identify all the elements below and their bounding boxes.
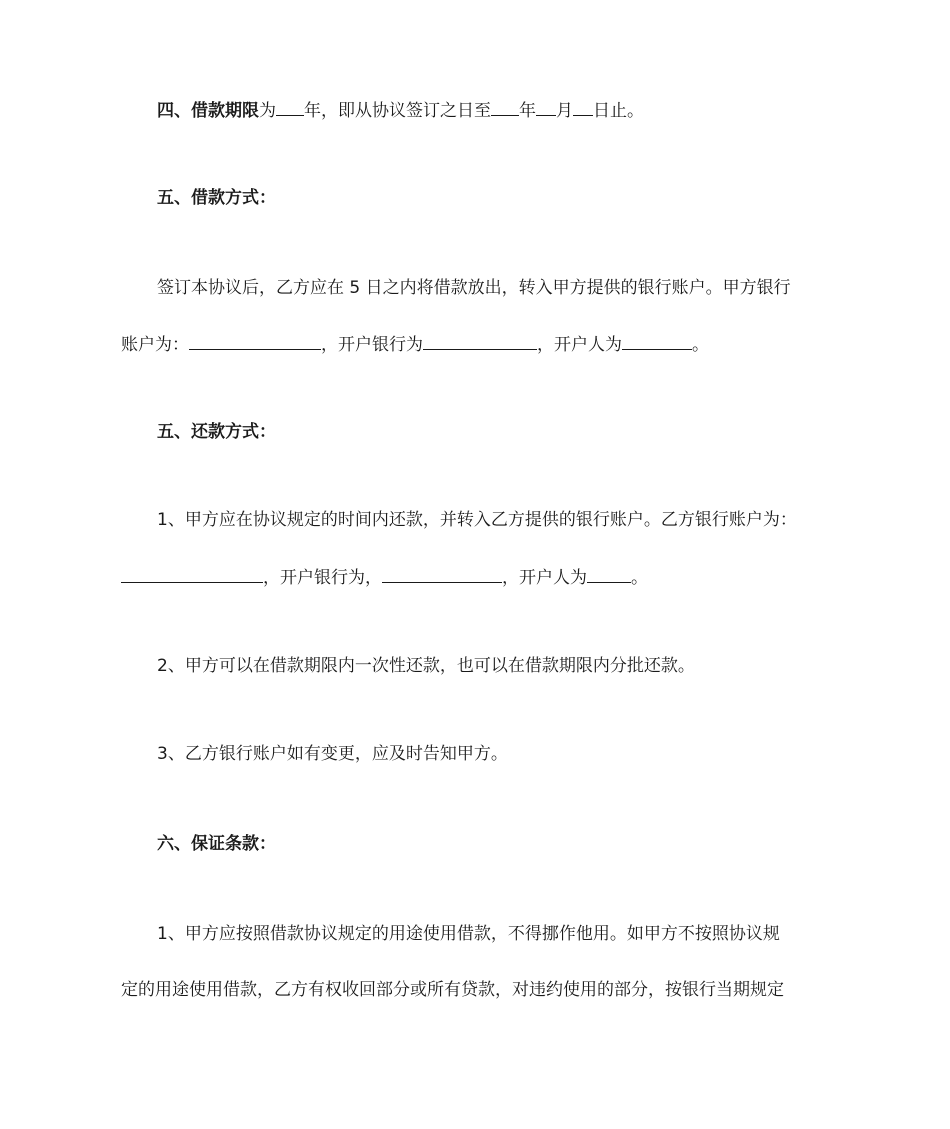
blank-end-year bbox=[491, 98, 519, 116]
blank-end-day bbox=[573, 98, 593, 116]
blank-borrower-holder bbox=[622, 332, 692, 350]
blank-end-month bbox=[536, 98, 556, 116]
bank-label: ，开户银行为 bbox=[321, 335, 423, 355]
loan-term-text-5: 日止。 bbox=[593, 101, 644, 121]
lender-bank-label: ，开户银行为， bbox=[263, 568, 382, 588]
blank-borrower-bank bbox=[423, 332, 537, 350]
blank-borrower-account bbox=[189, 332, 321, 350]
loan-term-text-2: 年，即从协议签订之日至 bbox=[304, 101, 491, 121]
repayment-method-heading: 五、还款方式： bbox=[157, 422, 276, 442]
guarantee-item-1-line-1: 1、甲方应按照借款协议规定的用途使用借款，不得挪作他用。如甲方不按照协议规 bbox=[157, 924, 780, 944]
loan-method-heading: 五、借款方式： bbox=[157, 188, 276, 208]
blank-lender-bank bbox=[382, 565, 502, 583]
blank-lender-holder bbox=[587, 565, 631, 583]
loan-term-text-4: 月 bbox=[556, 101, 573, 121]
repayment-item-3: 3、乙方银行账户如有变更，应及时告知甲方。 bbox=[157, 744, 508, 764]
guarantee-item-1-line-2: 定的用途使用借款，乙方有权收回部分或所有贷款，对违约使用的部分，按银行当期规定 bbox=[121, 980, 784, 1000]
account-label: 账户为： bbox=[121, 335, 189, 355]
loan-method-paragraph-line-1: 签订本协议后，乙方应在 5 日之内将借款放出，转入甲方提供的银行账户。甲方银行 bbox=[157, 278, 791, 298]
lender-holder-label: ，开户人为 bbox=[502, 568, 587, 588]
repayment-item-1-line-1: 1、甲方应在协议规定的时间内还款，并转入乙方提供的银行账户。乙方银行账户为： bbox=[157, 510, 797, 530]
period-mark: 。 bbox=[631, 568, 648, 588]
loan-term-heading: 四、借款期限 bbox=[157, 101, 259, 121]
holder-label: ，开户人为 bbox=[537, 335, 622, 355]
guarantee-heading: 六、保证条款： bbox=[157, 834, 276, 854]
blank-years bbox=[276, 98, 304, 116]
blank-lender-account bbox=[121, 565, 263, 583]
loan-term-text-3: 年 bbox=[519, 101, 536, 121]
repayment-item-2: 2、甲方可以在借款期限内一次性还款，也可以在借款期限内分批还款。 bbox=[157, 656, 695, 676]
period-mark: 。 bbox=[692, 335, 709, 355]
loan-term-text-1: 为 bbox=[259, 101, 276, 121]
loan-method-paragraph-line-2 bbox=[121, 332, 841, 357]
repayment-item-1-line-2 bbox=[121, 565, 841, 590]
loan-term-line bbox=[157, 98, 877, 123]
